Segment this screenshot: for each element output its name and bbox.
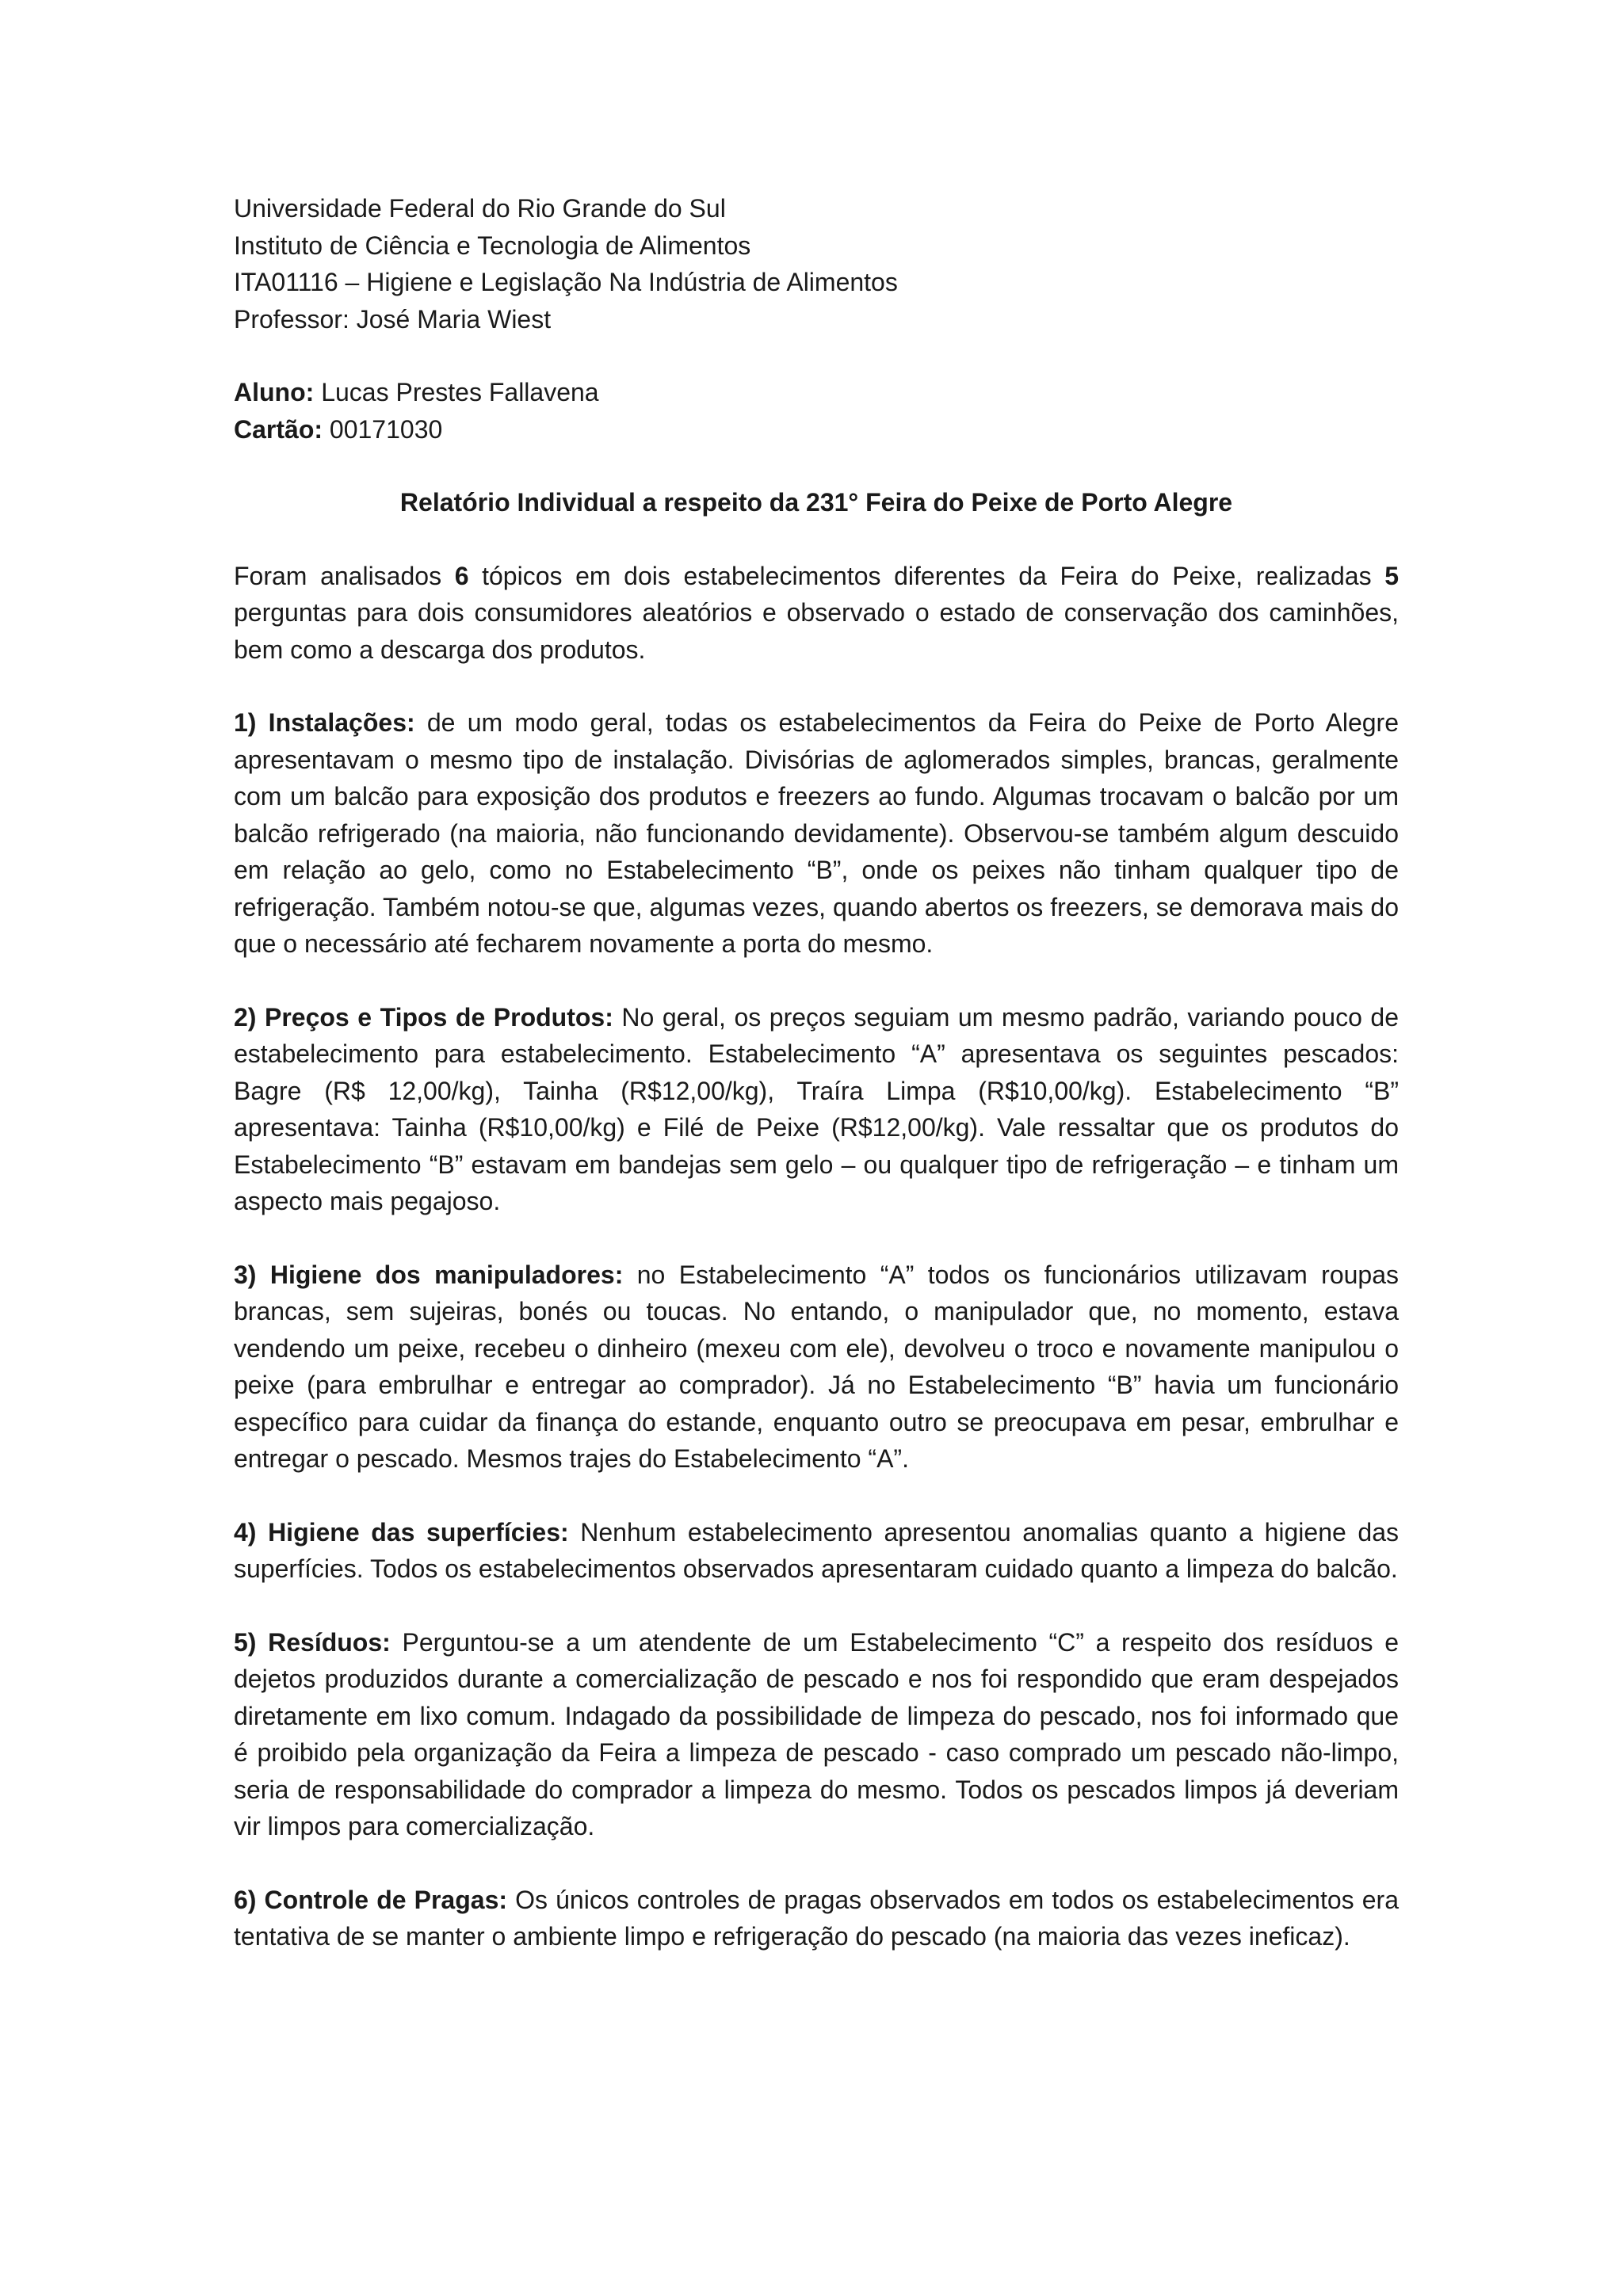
section-text: Nenhum estabelecimento apresentou anomalias quanto a higiene das superfícies. Todos os estabelecimentos observados apresentaram cuidado quanto a limpeza do balcão.	[234, 1517, 1400, 1583]
section-prices-products	[234, 999, 1399, 1220]
section-text: No geral, os preços seguiam um mesmo padrão, variando pouco de estabelecimento para estabelecimento. Estabelecimento “A” apresentava os seguintes pescados: Bagre (R$ 12,00/kg), Tainha (R$12,00/kg), Traíra Limpa (R$10,00/kg). Estabelecimento “B” apresentava: Tainha (R$10,00/kg) e Filé de Peixe (R$12,00/kg). Vale ressaltar que os produtos do Estabelecimento “B” estavam em bandejas sem gelo – ou qualquer tipo de refrigeração – e tinham um aspecto mais pegajoso.	[234, 1002, 1400, 1215]
student-info	[234, 374, 1399, 448]
section-waste	[234, 1624, 1399, 1845]
intro-topic-count: 6	[454, 561, 469, 590]
section-text: Os únicos controles de pragas observados em todos os estabelecimentos era tentativa de se manter o ambiente limpo e refrigeração do pescado (na maioria das vezes ineficaz).	[234, 1885, 1400, 1951]
section-text: de um modo geral, todas os estabelecimentos da Feira do Peixe de Porto Alegre apresentavam o mesmo tipo de instalação. Divisórias de aglomerados simples, brancas, geralmente com um balcão para exposição dos produtos e freezers ao fundo. Algumas trocavam o balcão por um balcão refrigerado (na maioria, não funcionando devidamente). Observou-se também algum descuido em relação ao gelo, como no Estabelecimento “B”, onde os peixes não tinham qualquer tipo de refrigeração. Também notou-se que, algumas vezes, quando abertos os freezers, se demorava mais do que o necessário até fecharem novamente a porta do mesmo.	[234, 708, 1400, 958]
student-card-line	[234, 411, 1399, 448]
section-text: no Estabelecimento “A” todos os funcionários utilizavam roupas brancas, sem sujeiras, bonés ou toucas. No entando, o manipulador que, no momento, estava vendendo um peixe, recebeu o dinheiro (mexeu com ele), devolveu o troco e novamente manipulou o peixe (para embrulhar e entregar ao comprador). Já no Estabelecimento “B” havia um funcionário específico para cuidar da finança do estande, enquanto outro se preocupava em pesar, embrulhar e entregar o pescado. Mesmos trajes do Estabelecimento “A”.	[234, 1260, 1400, 1473]
section-text: Perguntou-se a um atendente de um Estabelecimento “C” a respeito dos resíduos e dejetos produzidos durante a comercialização de pescado e nos foi respondido que eram despejados diretamente em lixo comum. Indagado da possibilidade de limpeza do pescado, nos foi informado que é proibido pela organização da Feira a limpeza de pescado - caso comprado um pescado não-limpo, seria de responsabilidade do comprador a limpeza do mesmo. Todos os pescados limpos já deveriam vir limpos para comercialização.	[234, 1627, 1400, 1840]
section-heading: 4) Higiene das superfícies:	[234, 1517, 569, 1547]
course-name: ITA01116 – Higiene e Legislação Na Indústria de Alimentos	[234, 268, 898, 296]
document-header	[234, 190, 1399, 338]
intro-question-count: 5	[1384, 561, 1400, 590]
section-heading: 2) Preços e Tipos de Produtos:	[234, 1002, 613, 1032]
report-title: Relatório Individual a respeito da 231° Feira do Peixe de Porto Alegre	[399, 488, 1233, 517]
student-name-value: Lucas Prestes Fallavena	[314, 378, 599, 406]
section-heading: 6) Controle de Pragas:	[234, 1885, 508, 1914]
student-name-line	[234, 374, 1399, 411]
section-heading: 1) Instalações:	[234, 708, 415, 737]
student-card-value: 00171030	[323, 414, 443, 444]
intro-text-2: tópicos em dois estabelecimentos diferentes da Feira do Peixe, realizadas	[468, 561, 1385, 590]
intro-paragraph	[234, 558, 1399, 669]
section-heading: 3) Higiene dos manipuladores:	[234, 1260, 624, 1289]
document-page	[234, 190, 1399, 1955]
intro-text-1: Foram analisados	[234, 561, 455, 590]
student-card-label: Cartão:	[234, 414, 323, 444]
university-name: Universidade Federal do Rio Grande do Sul	[234, 194, 726, 223]
professor-name: Professor: José Maria Wiest	[234, 304, 552, 334]
intro-text-3: perguntas para dois consumidores aleatórios e observado o estado de conservação dos caminhões, bem como a descarga dos produtos.	[234, 598, 1399, 664]
section-handler-hygiene	[234, 1257, 1399, 1478]
section-installations	[234, 704, 1399, 963]
student-name-label: Aluno:	[234, 378, 315, 406]
institute-name: Instituto de Ciência e Tecnologia de Alimentos	[234, 231, 751, 260]
section-heading: 5) Resíduos:	[234, 1627, 391, 1657]
section-surface-hygiene	[234, 1514, 1399, 1588]
section-pest-control	[234, 1882, 1399, 1955]
